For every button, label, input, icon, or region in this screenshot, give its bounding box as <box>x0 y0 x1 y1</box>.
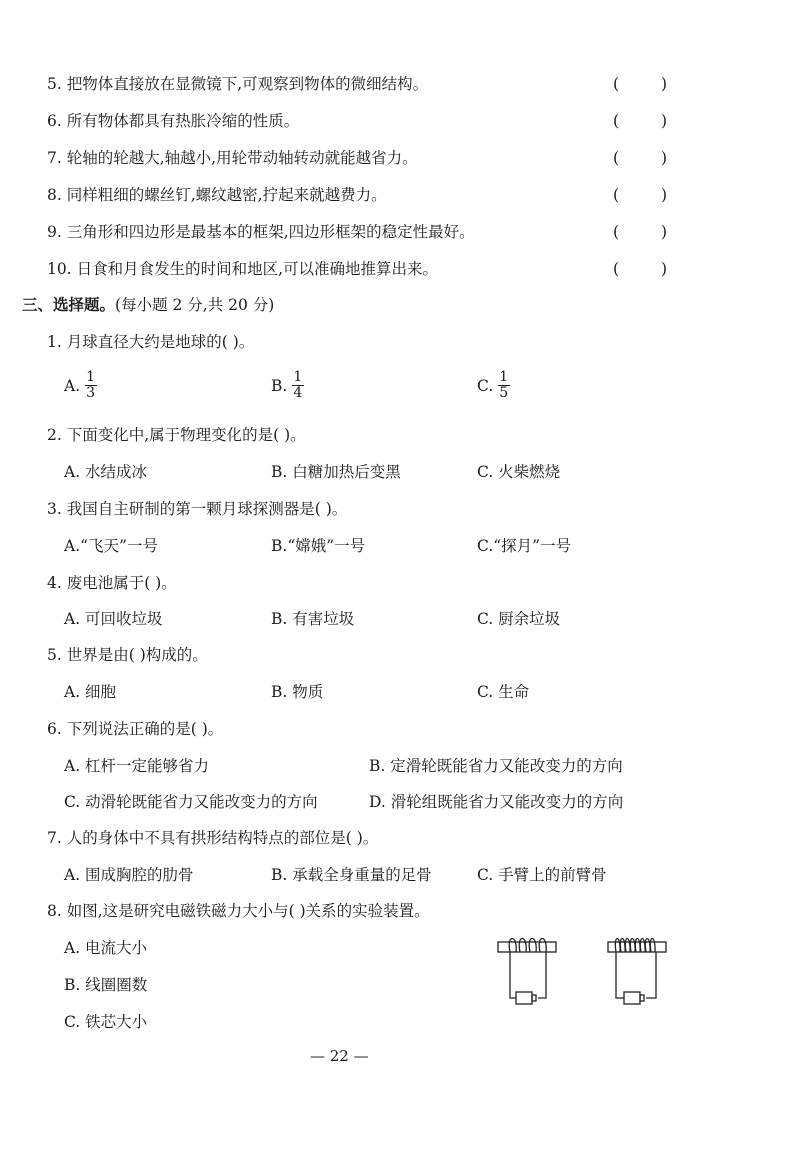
judgement-item-9: 9. 三角形和四边形是最基本的框架,四边形框架的稳定性最好。 <box>47 223 475 241</box>
question-5-stem: 5. 世界是由( )构成的。 <box>47 646 208 664</box>
question-3-stem: 3. 我国自主研制的第一颗月球探测器是( )。 <box>47 500 348 518</box>
answer-paren-10[interactable]: ( ) <box>613 260 667 278</box>
question-8-option-b[interactable]: B. 线圈圈数 <box>64 976 148 994</box>
question-1-stem: 1. 月球直径大约是地球的( )。 <box>47 333 255 351</box>
iron-core-left <box>498 942 556 952</box>
question-4-option-b[interactable]: B. 有害垃圾 <box>271 610 355 628</box>
question-6-stem: 6. 下列说法正确的是( )。 <box>47 720 224 738</box>
page-number: — 22 — <box>310 1047 369 1065</box>
question-3-option-c[interactable]: C.“探月”一号 <box>477 537 572 555</box>
answer-paren-5[interactable]: ( ) <box>613 75 667 93</box>
answer-paren-9[interactable]: ( ) <box>613 223 667 241</box>
question-2-option-c[interactable]: C. 火柴燃烧 <box>477 463 561 481</box>
battery-right <box>624 992 640 1004</box>
question-7-option-a[interactable]: A. 围成胸腔的肋骨 <box>64 866 194 884</box>
judgement-item-8: 8. 同样粗细的螺丝钉,螺纹越密,拧起来就越费力。 <box>47 186 387 204</box>
fraction: $\frac{1}{5}$ <box>499 369 509 401</box>
section-title: 三、选择题。 <box>22 296 116 314</box>
question-4-stem: 4. 废电池属于( )。 <box>47 574 177 592</box>
question-1-option-a[interactable]: A. $\frac{1}{3}$ <box>64 369 96 401</box>
question-8-stem: 8. 如图,这是研究电磁铁磁力大小与( )关系的实验装置。 <box>47 902 430 920</box>
question-5-option-a[interactable]: A. 细胞 <box>64 683 117 701</box>
fraction: $\frac{1}{4}$ <box>293 369 303 401</box>
question-7-option-c[interactable]: C. 手臂上的前臂骨 <box>477 866 607 884</box>
question-4-option-a[interactable]: A. 可回收垃圾 <box>64 610 163 628</box>
question-3-option-a[interactable]: A.“飞天”一号 <box>64 537 158 555</box>
question-8-option-c[interactable]: C. 铁芯大小 <box>64 1013 148 1031</box>
iron-core-right <box>608 942 666 952</box>
wire-left <box>510 952 546 998</box>
section-heading <box>22 294 274 316</box>
battery-left-terminal <box>532 995 536 1001</box>
question-2-option-a[interactable]: A. 水结成冰 <box>64 463 148 481</box>
section-score-note: (每小题 2 分,共 20 分) <box>115 296 275 314</box>
question-8-option-a[interactable]: A. 电流大小 <box>64 939 148 957</box>
battery-right-terminal <box>640 995 644 1001</box>
question-6-option-a[interactable]: A. 杠杆一定能够省力 <box>64 757 210 775</box>
answer-paren-8[interactable]: ( ) <box>613 186 667 204</box>
answer-paren-6[interactable]: ( ) <box>613 112 667 130</box>
question-5-option-b[interactable]: B. 物质 <box>271 683 324 701</box>
question-1-option-b[interactable]: B. $\frac{1}{4}$ <box>271 369 303 401</box>
question-2-option-b[interactable]: B. 白糖加热后变黑 <box>271 463 401 481</box>
fraction: $\frac{1}{3}$ <box>86 369 96 401</box>
question-7-stem: 7. 人的身体中不具有拱形结构特点的部位是( )。 <box>47 829 379 847</box>
answer-paren-7[interactable]: ( ) <box>613 149 667 167</box>
question-1-option-c[interactable]: C. $\frac{1}{5}$ <box>477 369 509 401</box>
judgement-item-10: 10. 日食和月食发生的时间和地区,可以准确地推算出来。 <box>47 260 439 278</box>
wire-right <box>616 952 656 998</box>
judgement-item-6: 6. 所有物体都具有热胀冷缩的性质。 <box>47 112 300 130</box>
battery-left <box>516 992 532 1004</box>
judgement-item-7: 7. 轮轴的轮越大,轴越小,用轮带动轴转动就能越省力。 <box>47 149 418 167</box>
question-6-option-c[interactable]: C. 动滑轮既能省力又能改变力的方向 <box>64 793 318 811</box>
question-5-option-c[interactable]: C. 生命 <box>477 683 530 701</box>
question-3-option-b[interactable]: B.“嫦娥”一号 <box>271 537 366 555</box>
question-2-stem: 2. 下面变化中,属于物理变化的是( )。 <box>47 426 306 444</box>
question-6-option-d[interactable]: D. 滑轮组既能省力又能改变力的方向 <box>369 793 624 811</box>
judgement-item-5: 5. 把物体直接放在显微镜下,可观察到物体的微细结构。 <box>47 75 429 93</box>
question-6-option-b[interactable]: B. 定滑轮既能省力又能改变力的方向 <box>369 757 623 775</box>
question-4-option-c[interactable]: C. 厨余垃圾 <box>477 610 561 628</box>
electromagnet-diagram <box>496 932 676 1008</box>
coil-left <box>509 939 546 953</box>
question-7-option-b[interactable]: B. 承载全身重量的足骨 <box>271 866 432 884</box>
coil-right <box>615 939 655 953</box>
